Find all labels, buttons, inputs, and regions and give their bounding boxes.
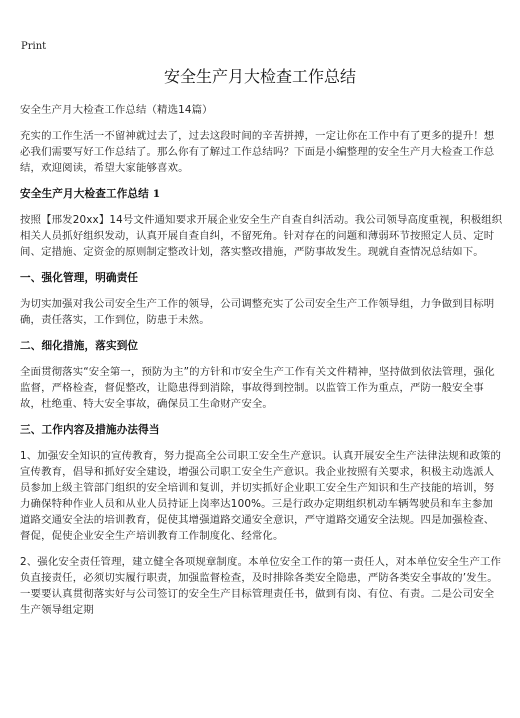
section-3-paragraph-1: 1、加强安全知识的宣传教育，努力提高全公司职工安全生产意识。认真开展安全生产法律法规和政策的宣传教育，倡导和抓好安全建设，增强公司职工安全生产意识。我企业按照有关要求，积极主动选派人员参加上级主管部门组织的安全培训和复训，并切实抓好企业职工安全生产知识和生产技能的培训，努力确保特种作业人员和从业人员持证上岗率达100%。三是行政办定期组织机动车辆驾驶员和车主参加道路交通安全法的培训教育，促使其增强道路交通安全意识，严守道路交通安全法规。四是加强检查、督促，促使企业安全生产培训教育工作制度化、经常化。: [20, 450, 502, 542]
document-subtitle: 安全生产月大检查工作总结（精选14篇）: [20, 104, 213, 116]
document-body: [20, 102, 503, 618]
section-heading-3: 三、工作内容及措施办法得当: [20, 424, 160, 436]
section-1-paragraph: 为切实加强对我公司安全生产工作的领导，公司调整充实了公司安全生产工作领导组，力争做到目标明确，责任落实，工作到位，防患于未然。: [20, 298, 495, 326]
document-title: 安全生产月大检查工作总结: [163, 67, 356, 86]
section-2-paragraph: 全面贯彻落实“安全第一，预防为主”的方针和市安全生产工作有关文件精神，坚持做到依法管理，强化监督，严格检查，督促整改，让隐患得到消除，事故得到控制。以监管工作为重点，严防一般安全事故，杜绝重、特大安全事故，确保员工生命财产安全。: [20, 366, 495, 410]
section-heading-1: 一、强化管理，明确责任: [20, 272, 139, 284]
intro-paragraph: 充实的工作生活一不留神就过去了，过去这段时间的辛苦拼搏，一定让你在工作中有了更多的提升！想必我们需要写好工作总结了。那么你有了解过工作总结吗？下面是小编整理的安全生产月大检查工作总结，欢迎阅读，希望大家能够喜欢。: [20, 130, 495, 174]
section-3-paragraph-2: 2、强化安全责任管理，建立健全各项规章制度。本单位安全工作的第一责任人，对本单位安全生产工作负直接责任，必须切实履行职责，加强监督检查，及时排除各类安全隐患，严防各类安全事故的’发生。一要要认真贯彻落实好与公司签订的安全生产目标管理责任书，做到有岗、有位、有责。二是公司安全生产领导组定期: [20, 556, 502, 616]
section-heading-2: 二、细化措施，落实到位: [20, 340, 139, 352]
article-heading: 安全生产月大检查工作总结 1: [20, 188, 161, 200]
print-link[interactable]: Print: [21, 41, 47, 52]
article-intro-paragraph: 按照【邢发20xx】14号文件通知要求开展企业安全生产自查自纠活动。我公司领导高度重视，积极组织相关人员抓好组织发动，认真开展自查自纠，不留死角。针对存在的问题和薄弱环节按照定人员、定时间、定措施、定资金的原则制定整改计划，落实整改措施，严防事故发生。现就自查情况总结如下。: [20, 214, 503, 258]
